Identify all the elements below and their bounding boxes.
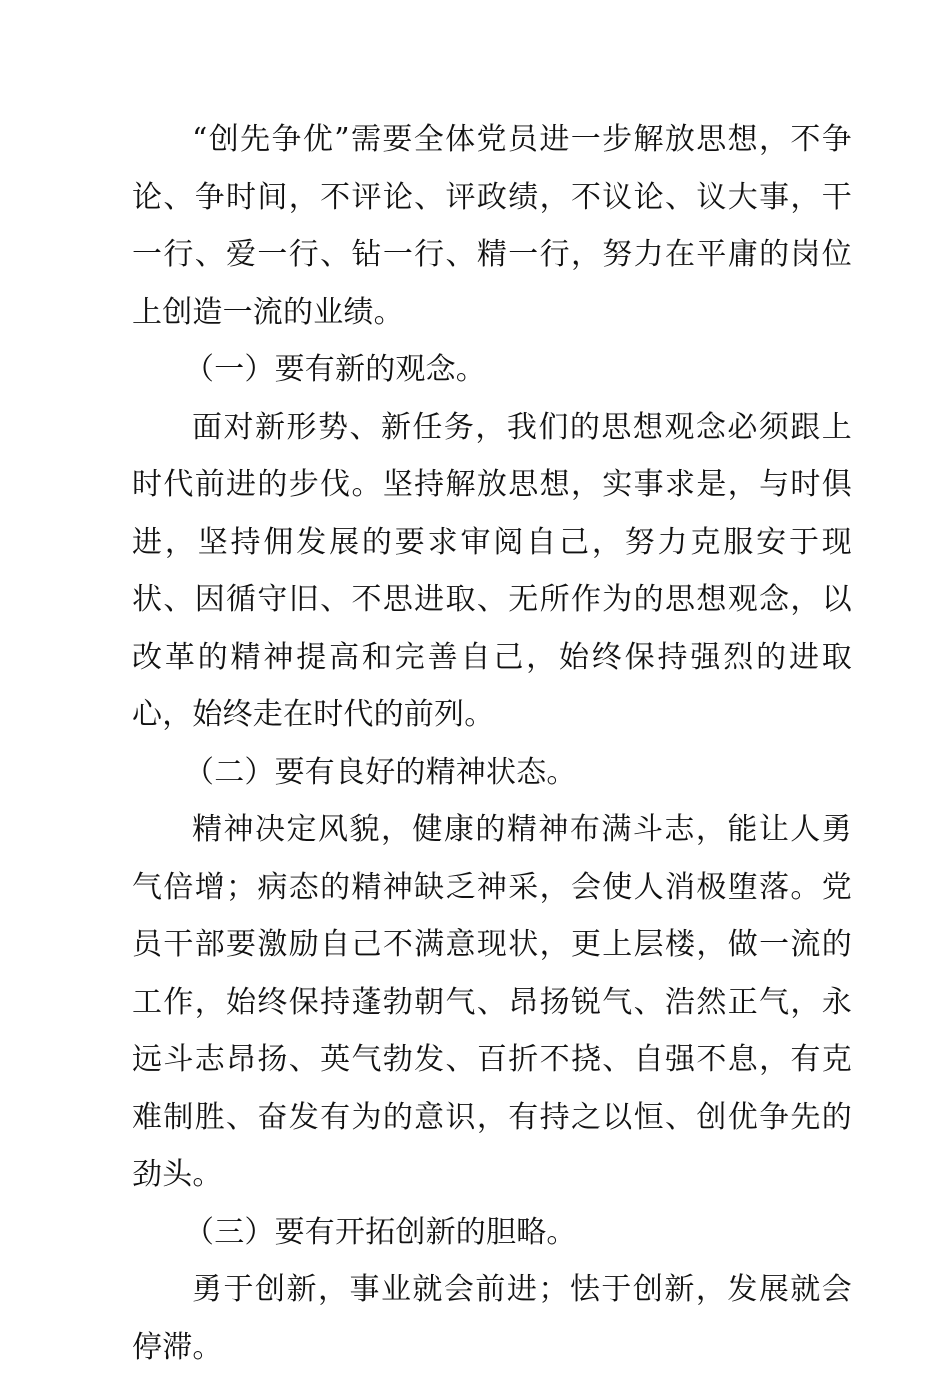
paragraph-section-1: 面对新形势、新任务，我们的思想观念必须跟上时代前进的步伐。坚持解放思想，实事求是，与时俱进，坚持佣发展的要求审阅自己，努力克服安于现状、因循守旧、不思进取、无所作为的思想观念，以改革的精神提高和完善自己，始终保持强烈的进取心，始终走在时代的前列。 [132,409,852,732]
paragraph-section-3: 勇于创新，事业就会前进；怯于创新，发展就会停滞。 [132,1272,852,1365]
document-body [132,111,852,1376]
section-heading-2: （二）要有良好的精神状态。 [184,754,577,790]
paragraph-intro: “创先争优”需要全体党员进一步解放思想，不争论、争时间，不评论、评政绩，不议论、议大事，干一行、爱一行、钻一行、精一行，努力在平庸的岗位上创造一流的业绩。 [132,122,852,330]
section-heading-3: （三）要有开拓创新的胆略。 [184,1214,577,1250]
paragraph-section-2: 精神决定风貌，健康的精神布满斗志，能让人勇气倍增；病态的精神缺乏神采，会使人消极堕落。党员干部要激励自己不满意现状，更上层楼，做一流的工作，始终保持蓬勃朝气、昂扬锐气、浩然正气，永远斗志昂扬、英气勃发、百折不挠、自强不息，有克难制胜、奋发有为的意识，有持之以恒、创优争先的劲头。 [132,812,852,1192]
section-heading-1: （一）要有新的观念。 [184,352,486,387]
